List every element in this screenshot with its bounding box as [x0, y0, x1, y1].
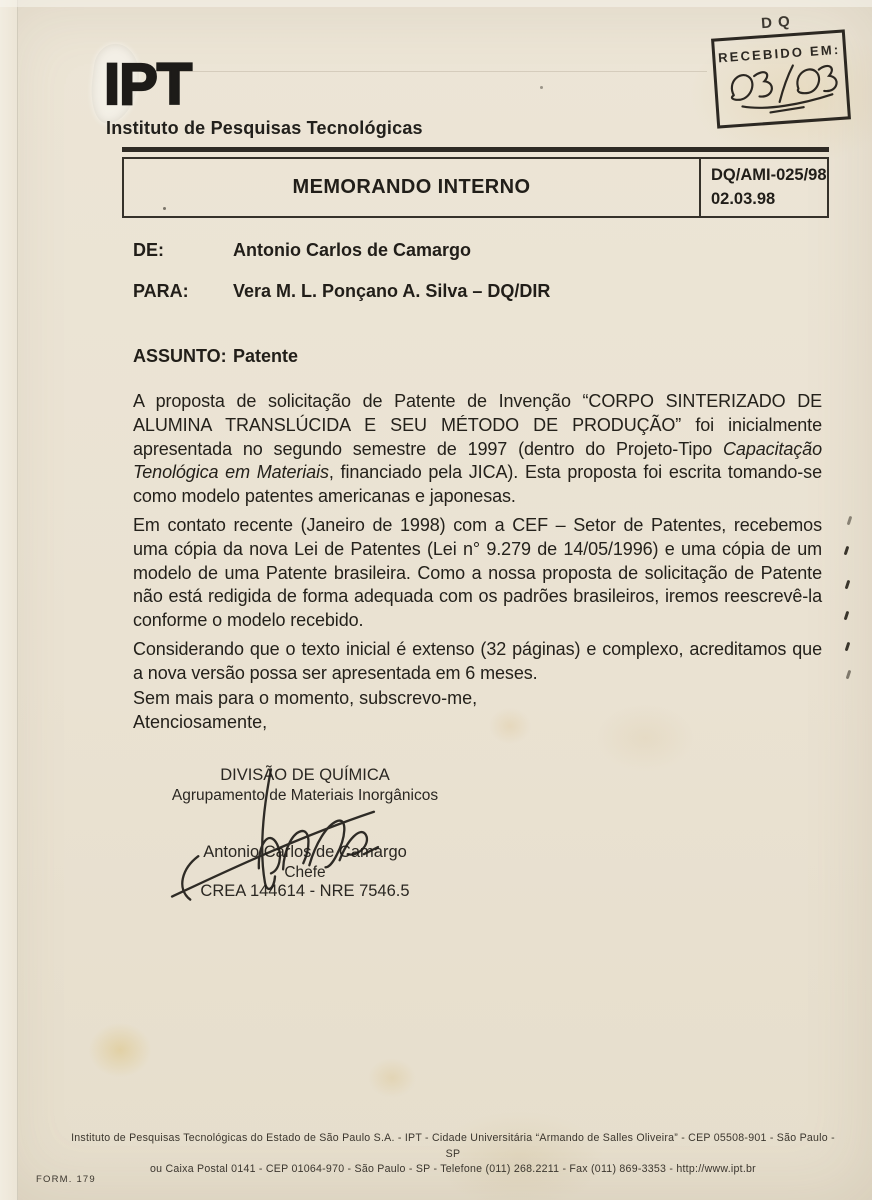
signature-division: DIVISÃO DE QUÍMICA: [220, 766, 390, 784]
paragraph-1-italic: Capacitação Tenológica em Materiais: [133, 438, 822, 483]
pen-mark: [844, 546, 849, 555]
footer: [70, 1131, 836, 1178]
pen-mark: [846, 670, 851, 679]
memo-reference: DQ/AMI-025/98: [711, 166, 827, 184]
body-paragraph-3: Considerando que o texto inicial é extenso (32 páginas) e complexo, acreditamos que a nova versão possa ser apresentada em 6 meses.: [133, 639, 822, 683]
closing-line-2: Atenciosamente,: [133, 712, 268, 732]
memo-title: MEMORANDO INTERNO: [292, 176, 531, 198]
footer-line-2: ou Caixa Postal 0141 - CEP 01064-970 - São Paulo - SP - Telefone (011) 268.2211 - Fax (011) 869-3353 - http://www.ipt.br: [150, 1163, 756, 1175]
field-to: [133, 281, 550, 302]
subject-label: ASSUNTO:: [133, 346, 227, 366]
body-paragraph-1: [133, 390, 822, 509]
pen-mark: [845, 642, 850, 651]
memo-title-cell: [124, 159, 699, 216]
pen-mark: [844, 611, 849, 620]
signature-scrawl: [168, 764, 380, 908]
stamp-received-label: RECEBIDO EM:: [717, 41, 841, 66]
to-label: PARA:: [133, 281, 189, 301]
stamp-department: DQ: [760, 12, 797, 33]
scan-edge-left: [0, 0, 18, 1200]
header-rule: [122, 147, 829, 152]
signature-role: Chefe: [284, 863, 326, 881]
received-stamp: [711, 12, 851, 128]
memo-reference-cell: [699, 159, 827, 216]
field-subject: [133, 346, 298, 367]
signature-name: Antonio Carlos de Camargo: [203, 843, 407, 861]
footer-line-1: Instituto de Pesquisas Tecnológicas do Estado de São Paulo S.A. - IPT - Cidade Universitária “Armando de Salles Oliveira” - CEP 05508-901 - São Paulo - SP: [71, 1132, 835, 1160]
signature-registration: CREA 144614 - NRE 7546.5: [200, 882, 410, 900]
memo-header-box: [122, 157, 829, 218]
to-value: Vera M. L. Ponçano A. Silva – DQ/DIR: [233, 281, 551, 301]
paper-speck: [540, 86, 543, 89]
institute-name: Instituto de Pesquisas Tecnológicas: [106, 118, 423, 138]
memo-date: 02.03.98: [711, 190, 776, 208]
field-from: [133, 240, 471, 261]
pen-mark: [845, 580, 850, 589]
signature-group: Agrupamento de Materiais Inorgânicos: [171, 787, 439, 804]
from-label: DE:: [133, 240, 164, 260]
ipt-logo: IPT: [104, 52, 192, 117]
from-value: Antonio Carlos de Camargo: [233, 240, 472, 260]
scan-edge-top: [0, 0, 872, 7]
paragraph-1-text: A proposta de solicitação de Patente de Invenção “CORPO SINTERIZADO DE ALUMINA TRANSLÚCIDA E SEU MÉTODO DE PRODUÇÃO” foi inicialmente apresentada no segundo semestre de 1997 (dentro do Projeto-Tipo: [133, 391, 822, 459]
subject-value: Patente: [233, 346, 299, 366]
pen-mark: [847, 516, 852, 525]
closing-line-1: Sem mais para o momento, subscrevo-me,: [133, 688, 478, 708]
handwritten-date: [718, 55, 844, 121]
body-paragraph-2: Em contato recente (Janeiro de 1998) com a CEF – Setor de Patentes, recebemos uma cópia da nova Lei de Patentes (Lei n° 9.279 de 14/05/1996) e uma cópia de um modelo de uma Patente brasileira. Como a nossa proposta de solicitação de Patente não está redigida de forma adequada com os padrões brasileiros, iremos reescrevê-la conforme o modelo recebido.: [133, 515, 822, 631]
paper-crease: [132, 71, 707, 72]
paragraph-1-text-end: , financiado pela JICA). Esta proposta foi escrita tomando-se como modelo patentes americanas e japonesas.: [133, 462, 822, 507]
form-number: FORM. 179: [36, 1174, 96, 1185]
